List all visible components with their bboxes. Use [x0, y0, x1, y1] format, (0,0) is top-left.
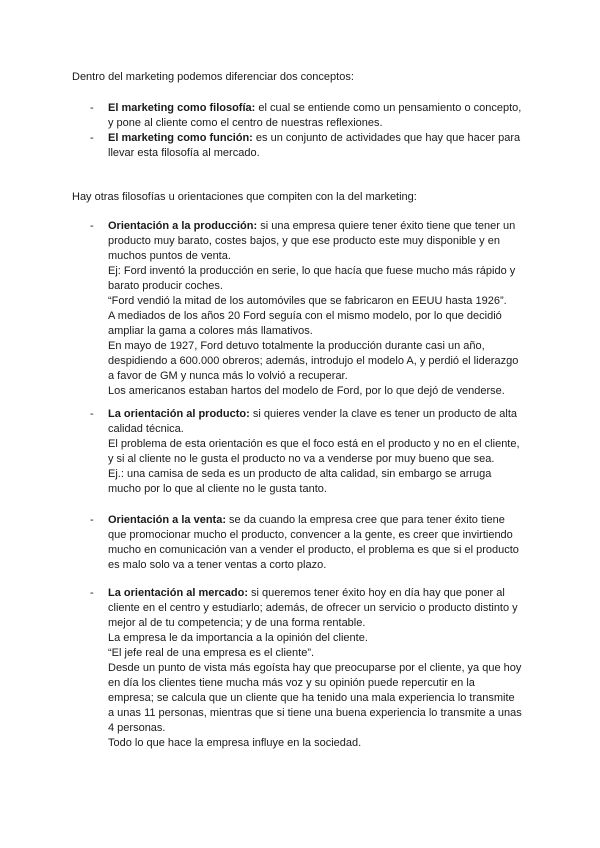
- list-item-term: El marketing como filosofía:: [108, 102, 256, 114]
- list-item-line: barato producir coches.: [108, 280, 223, 292]
- list-item-line: A mediados de los años 20 Ford seguía con el mismo modelo, por lo que decidió: [108, 310, 502, 322]
- list-item-line: muchos puntos de venta.: [108, 250, 231, 262]
- list-item-orientacion-producto: [90, 407, 542, 497]
- list-item-line: a unas 11 personas, mientras que si tiene una buena experiencia lo transmite a unas: [108, 707, 522, 719]
- list-item-line: La orientación al producto: si quieres vender la clave es tener un producto de alta: [108, 408, 518, 420]
- list-item-marketing-filosofia: [90, 101, 542, 131]
- list-item-line: llevar esta filosofía al mercado.: [108, 147, 260, 159]
- list-item-line: es malo solo va a tener ventas a corto plazo.: [108, 559, 327, 571]
- list-item-line: Orientación a la producción: si una empresa quiere tener éxito tiene que tener un: [108, 220, 516, 232]
- intro-paragraph: Dentro del marketing podemos diferenciar dos conceptos:: [72, 71, 354, 83]
- list-item-line: En mayo de 1927, Ford detuvo totalmente la producción durante casi un año,: [108, 340, 485, 352]
- list-item-line: Desde un punto de vista más egoísta hay que preocuparse por el cliente, ya que hoy: [108, 662, 522, 674]
- list-item-line: Los americanos estaban hartos del modelo de Ford, por lo que dejó de venderse.: [108, 385, 505, 397]
- list-item-term: Orientación a la producción:: [108, 220, 258, 232]
- list-item-line: mucho en comunicación van a vender el producto, el problema es que si el producto: [108, 544, 519, 556]
- list-item-line: mejor al de tu competencia; y de una forma rentable.: [108, 617, 366, 629]
- list-item-line: La empresa le da importancia a la opinión del cliente.: [108, 632, 368, 644]
- list-dash: -: [90, 102, 94, 114]
- list-dash: -: [90, 220, 94, 232]
- list-item-line: El marketing como filosofía: el cual se entiende como un pensamiento o concepto,: [108, 102, 522, 114]
- list-item-line: El problema de esta orientación es que el foco está en el producto y no en el cliente,: [108, 438, 520, 450]
- list-item-line: en día los clientes tiene mucha más voz y su opinión puede repercutir en la: [108, 677, 475, 689]
- list-item-line: calidad técnica.: [108, 423, 184, 435]
- list-item-line: Orientación a la venta: se da cuando la empresa cree que para tener éxito tiene: [108, 514, 505, 526]
- list-item-line: Ej.: una camisa de seda es un producto de alta calidad, sin embargo se arruga: [108, 468, 492, 480]
- list-item-line: 4 personas.: [108, 722, 166, 734]
- list-dash: -: [90, 132, 94, 144]
- list-item-line: que promocionar mucho el producto, convencer a la gente, es creer que invirtiendo: [108, 529, 513, 541]
- others-intro-paragraph: Hay otras filosofías u orientaciones que compiten con la del marketing:: [72, 191, 417, 203]
- list-item-term: Orientación a la venta:: [108, 514, 226, 526]
- list-item-line: La orientación al mercado: si queremos tener éxito hoy en día hay que poner al: [108, 587, 505, 599]
- list-item-line: mucho por lo que al cliente no le gusta tanto.: [108, 483, 327, 495]
- list-item-line: Ej: Ford inventó la producción en serie, lo que hacía que fuese mucho más rápido y: [108, 265, 516, 277]
- list-item-line: cliente en el centro y estudiarlo; además, de ofrecer un servicio o producto distinto y: [108, 602, 518, 614]
- list-dash: -: [90, 408, 94, 420]
- list-dash: -: [90, 587, 94, 599]
- list-item-line: “El jefe real de una empresa es el cliente”.: [108, 647, 315, 659]
- list-item-line: y pone al cliente como el centro de nuestras reflexiones.: [108, 117, 383, 129]
- list-item-term: La orientación al mercado:: [108, 587, 248, 599]
- list-item-line: a favor de GM y nunca más lo volvió a recuperar.: [108, 370, 348, 382]
- list-item-line: Todo lo que hace la empresa influye en la sociedad.: [108, 737, 362, 749]
- list-item-orientacion-venta: [90, 513, 542, 573]
- list-dash: -: [90, 514, 94, 526]
- list-item-marketing-funcion: [90, 131, 542, 161]
- list-item-term: El marketing como función:: [108, 132, 253, 144]
- list-item-line: El marketing como función: es un conjunto de actividades que hay que hacer para: [108, 132, 521, 144]
- list-item-line: ampliar la gama a colores más llamativos.: [108, 325, 313, 337]
- list-item-orientacion-mercado: [90, 586, 542, 751]
- list-item-line: despidiendo a 600.000 obreros; además, introdujo el modelo A, y perdió el liderazgo: [108, 355, 519, 367]
- list-item-line: empresa; se calcula que un cliente que ha tenido una mala experiencia lo transmite: [108, 692, 515, 704]
- list-item-orientacion-produccion: [90, 219, 542, 399]
- list-item-term: La orientación al producto:: [108, 408, 250, 420]
- list-item-line: producto muy barato, costes bajos, y que ese producto este muy disponible y en: [108, 235, 500, 247]
- list-item-line: “Ford vendió la mitad de los automóviles que se fabricaron en EEUU hasta 1926”.: [108, 295, 507, 307]
- list-item-line: y si al cliente no le gusta el producto no va a venderse por muy bueno que sea.: [108, 453, 495, 465]
